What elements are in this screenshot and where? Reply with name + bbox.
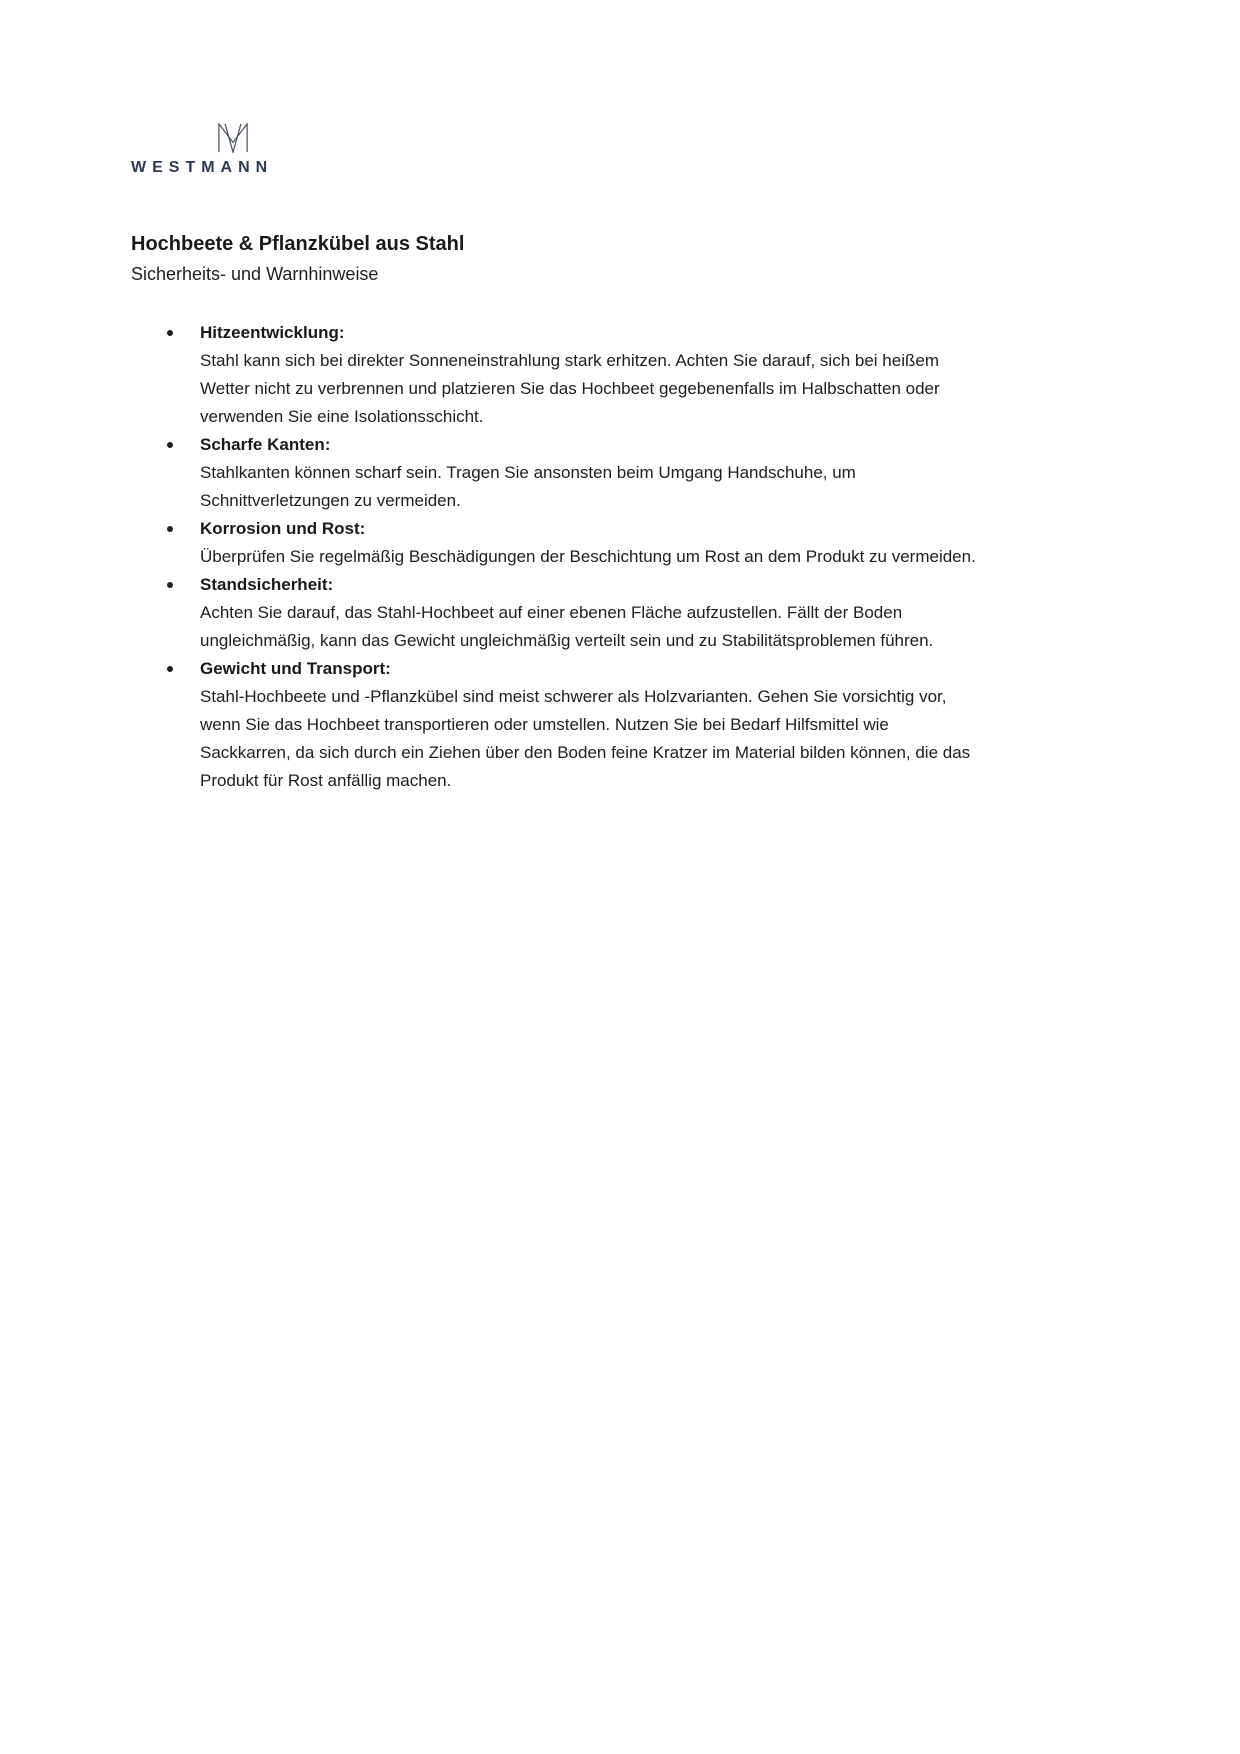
warning-description: Stahl kann sich bei direkter Sonneneinstrahlung stark erhitzen. Achten Sie darauf, sich bei heißem Wetter nicht zu verbrennen und platzieren Sie das Hochbeet gegebenenfalls im Halbschatten oder verwenden Sie eine Isolationsschicht. bbox=[200, 351, 940, 426]
warning-list-item bbox=[200, 571, 980, 655]
page-subtitle: Sicherheits- und Warnhinweise bbox=[131, 264, 379, 284]
page-title: Hochbeete & Pflanzkübel aus Stahl bbox=[131, 233, 465, 255]
warning-list-item bbox=[200, 319, 980, 431]
warning-description: Stahlkanten können scharf sein. Tragen Sie ansonsten beim Umgang Handschuhe, um Schnittverletzungen zu vermeiden. bbox=[200, 463, 856, 510]
warning-list bbox=[131, 319, 1110, 795]
warning-description: Stahl-Hochbeete und -Pflanzkübel sind meist schwerer als Holzvarianten. Gehen Sie vorsichtig vor, wenn Sie das Hochbeet transportieren oder umstellen. Nutzen Sie bei Bedarf Hilfsmittel wie Sackkarren, da sich durch ein Ziehen über den Boden feine Kratzer im Material bilden können, die das Produkt für Rost anfällig machen. bbox=[200, 687, 971, 790]
brand-wordmark: WESTMANN bbox=[131, 159, 274, 176]
warning-term: Hitzeentwicklung: bbox=[200, 323, 345, 342]
warning-term: Scharfe Kanten: bbox=[200, 435, 331, 454]
document-heading bbox=[131, 231, 1110, 286]
warning-description: Achten Sie darauf, das Stahl-Hochbeet auf einer ebenen Fläche aufzustellen. Fällt der Boden ungleichmäßig, kann das Gewicht ungleichmäßig verteilt sein und zu Stabilitätsproblemen führen. bbox=[200, 603, 934, 650]
warning-description: Überprüfen Sie regelmäßig Beschädigungen der Beschichtung um Rost an dem Produkt zu vermeiden. bbox=[200, 547, 976, 566]
warning-term: Korrosion und Rost: bbox=[200, 519, 366, 538]
warning-term: Gewicht und Transport: bbox=[200, 659, 391, 678]
warning-list-item bbox=[200, 655, 980, 795]
warning-list-item bbox=[200, 515, 980, 571]
warning-term: Standsicherheit: bbox=[200, 575, 334, 594]
westmann-monogram-icon bbox=[217, 123, 249, 153]
warning-list-item bbox=[200, 431, 980, 515]
brand-logo bbox=[131, 123, 291, 177]
